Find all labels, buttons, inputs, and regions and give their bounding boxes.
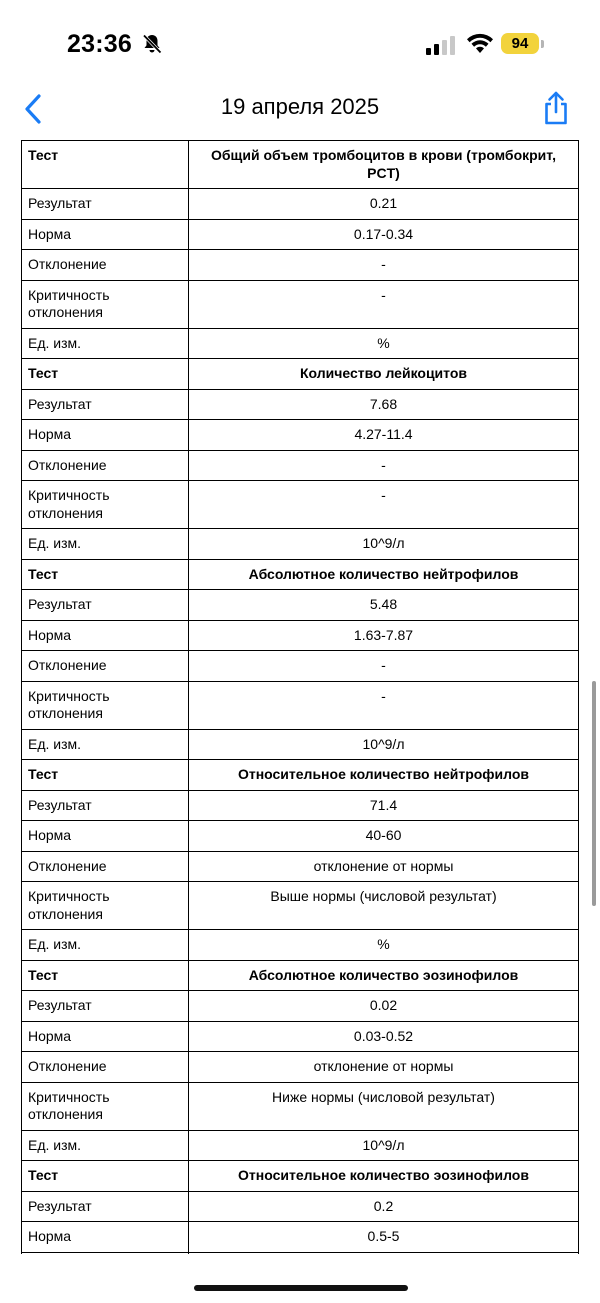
label-norm: Норма [22,420,189,451]
table-row-result [22,790,579,821]
table-row-norm [22,620,579,651]
result-value: 0.2 [189,1191,579,1222]
deviation-value [189,1252,579,1254]
battery-indicator [501,33,545,55]
deviation-value: отклонение от нормы [189,851,579,882]
test-name: Количество лейкоцитов [189,359,579,390]
label-test: Тест [22,1161,189,1192]
test-name: Относительное количество эозинофилов [189,1161,579,1192]
label-result: Результат [22,991,189,1022]
unit-value: 10^9/л [189,1130,579,1161]
label-unit: Ед. изм. [22,729,189,760]
label-unit: Ед. изм. [22,529,189,560]
table-row-test [22,141,579,189]
deviation-value: - [189,250,579,281]
table-row-criticality [22,1082,579,1130]
table-row-result [22,189,579,220]
criticality-value: Выше нормы (числовой результат) [189,882,579,930]
table-row-deviation [22,851,579,882]
label-unit: Ед. изм. [22,1130,189,1161]
table-row-result [22,590,579,621]
bell-slash-icon [141,33,163,55]
label-deviation: Отклонение [22,250,189,281]
norm-value: 0.03-0.52 [189,1021,579,1052]
battery-cap [541,40,544,48]
norm-value: 1.63-7.87 [189,620,579,651]
label-unit: Ед. изм. [22,328,189,359]
scrollbar[interactable] [592,681,596,906]
table-row-deviation [22,1252,579,1254]
label-criticality: Критичность отклонения [22,1082,189,1130]
table-row-norm [22,1021,579,1052]
table-row-test [22,559,579,590]
result-value: 0.21 [189,189,579,220]
label-deviation: Отклонение [22,450,189,481]
result-value: 0.02 [189,991,579,1022]
status-bar [0,0,600,80]
unit-value: 10^9/л [189,529,579,560]
label-result: Результат [22,790,189,821]
table-row-norm [22,1222,579,1253]
table-row-criticality [22,882,579,930]
result-value: 5.48 [189,590,579,621]
table-row-criticality [22,681,579,729]
table-row-test [22,1161,579,1192]
table-row-test [22,760,579,791]
label-norm: Норма [22,1021,189,1052]
label-test: Тест [22,760,189,791]
table-row-unit [22,930,579,961]
label-result: Результат [22,1191,189,1222]
page-title: 19 апреля 2025 [220,94,380,119]
test-name: Относительное количество нейтрофилов [189,760,579,791]
unit-value: % [189,328,579,359]
criticality-value: Ниже нормы (числовой результат) [189,1082,579,1130]
table-row-norm [22,219,579,250]
label-test: Тест [22,960,189,991]
table-row-deviation [22,450,579,481]
table-row-unit [22,1130,579,1161]
label-test: Тест [22,359,189,390]
label-criticality: Критичность отклонения [22,681,189,729]
label-criticality: Критичность отклонения [22,280,189,328]
results-table-container[interactable] [0,136,600,1254]
criticality-value: - [189,280,579,328]
norm-value: 40-60 [189,821,579,852]
unit-value: 10^9/л [189,729,579,760]
label-result: Результат [22,189,189,220]
test-name: Абсолютное количество эозинофилов [189,960,579,991]
home-indicator[interactable] [194,1285,408,1291]
label-criticality: Критичность отклонения [22,882,189,930]
label-test: Тест [22,141,189,189]
table-row-test [22,359,579,390]
result-value: 7.68 [189,389,579,420]
battery-level: 94 [501,33,539,54]
label-result: Результат [22,590,189,621]
table-row-criticality [22,280,579,328]
table-row-norm [22,821,579,852]
table-row-deviation [22,1052,579,1083]
norm-value: 4.27-11.4 [189,420,579,451]
result-value: 71.4 [189,790,579,821]
label-test: Тест [22,559,189,590]
test-name: Абсолютное количество нейтрофилов [189,559,579,590]
table-row-criticality [22,481,579,529]
table-row-result [22,1191,579,1222]
deviation-value: отклонение от нормы [189,1052,579,1083]
table-row-deviation [22,651,579,682]
label-norm: Норма [22,1222,189,1253]
norm-value: 0.5-5 [189,1222,579,1253]
table-row-unit [22,328,579,359]
results-table [21,140,579,1254]
table-row-test [22,960,579,991]
label-deviation: Отклонение [22,1052,189,1083]
norm-value: 0.17-0.34 [189,219,579,250]
table-row-unit [22,729,579,760]
wifi-icon [466,32,494,54]
table-row-result [22,389,579,420]
table-row-norm [22,420,579,451]
deviation-value: - [189,450,579,481]
cellular-signal-icon [426,35,458,55]
label-norm: Норма [22,620,189,651]
deviation-value: - [189,651,579,682]
unit-value: % [189,930,579,961]
label-criticality: Критичность отклонения [22,481,189,529]
label-result: Результат [22,389,189,420]
test-name: Общий объем тромбоцитов в крови (тромбокрит, PCT) [189,141,579,189]
criticality-value: - [189,681,579,729]
label-deviation: Отклонение [22,851,189,882]
label-norm: Норма [22,219,189,250]
label-deviation [22,1252,189,1254]
label-deviation: Отклонение [22,651,189,682]
navigation-bar [0,80,600,136]
table-row-deviation [22,250,579,281]
table-row-result [22,991,579,1022]
label-unit: Ед. изм. [22,930,189,961]
label-norm: Норма [22,821,189,852]
table-row-unit [22,529,579,560]
share-icon[interactable] [540,90,572,126]
status-time: 23:36 [67,30,132,58]
criticality-value: - [189,481,579,529]
